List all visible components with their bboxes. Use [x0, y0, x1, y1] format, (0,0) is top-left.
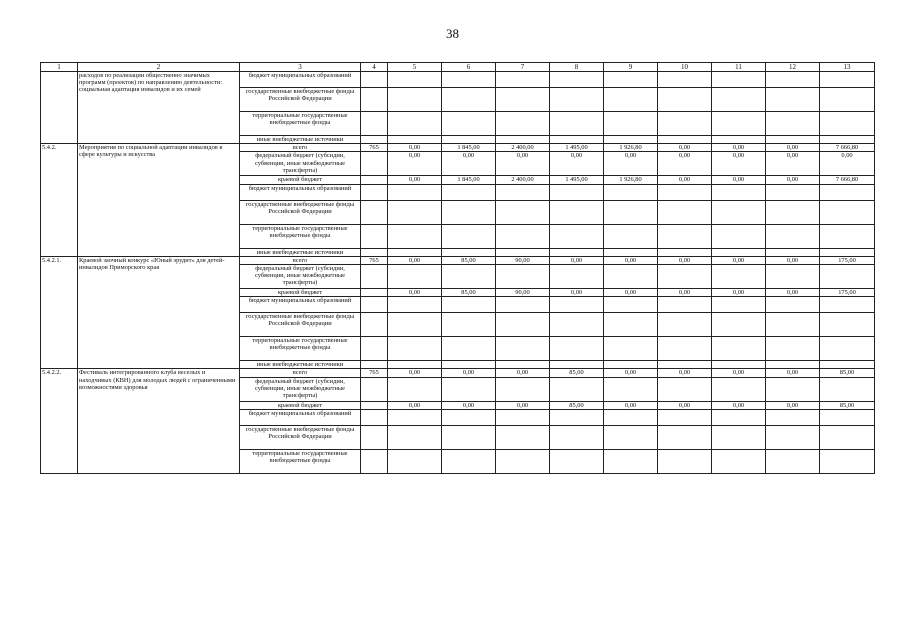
code-cell: 765 [361, 144, 388, 152]
value-cell: 0,00 [766, 401, 820, 409]
column-header-4: 4 [361, 63, 388, 72]
value-cell: 0,00 [496, 369, 550, 377]
value-cell [712, 297, 766, 313]
value-cell [712, 409, 766, 425]
value-cell: 2 400,00 [496, 144, 550, 152]
column-header-10: 10 [658, 63, 712, 72]
value-cell: 85,00 [442, 289, 496, 297]
value-cell [658, 313, 712, 337]
value-cell: 0,00 [766, 256, 820, 264]
value-cell [658, 248, 712, 256]
code-cell [361, 297, 388, 313]
value-cell [658, 409, 712, 425]
value-cell: 0,00 [388, 401, 442, 409]
value-cell: 0,00 [712, 256, 766, 264]
value-cell: 90,00 [496, 256, 550, 264]
code-cell [361, 184, 388, 200]
code-cell [361, 248, 388, 256]
code-cell [361, 289, 388, 297]
value-cell: 0,00 [766, 152, 820, 176]
funding-source: государственные внебюджетные фонды Российской Федерации [240, 425, 361, 449]
value-cell [766, 297, 820, 313]
value-cell [388, 377, 442, 401]
value-cell [712, 449, 766, 473]
value-cell [820, 248, 875, 256]
value-cell [496, 377, 550, 401]
column-header-2: 2 [78, 63, 240, 72]
value-cell [388, 409, 442, 425]
value-cell [766, 425, 820, 449]
value-cell: 0,00 [442, 401, 496, 409]
value-cell [442, 425, 496, 449]
value-cell: 0,00 [388, 256, 442, 264]
value-cell: 85,00 [442, 256, 496, 264]
value-cell [604, 313, 658, 337]
value-cell [388, 88, 442, 112]
value-cell [766, 449, 820, 473]
value-cell [550, 200, 604, 224]
value-cell: 0,00 [388, 144, 442, 152]
value-cell [820, 361, 875, 369]
row-code: 5.4.2.2. [41, 369, 78, 473]
value-cell [766, 377, 820, 401]
value-cell [712, 184, 766, 200]
value-cell: 0,00 [658, 152, 712, 176]
funding-source: бюджет муниципальных образований [240, 409, 361, 425]
value-cell [820, 200, 875, 224]
column-header-1: 1 [41, 63, 78, 72]
value-cell [766, 200, 820, 224]
value-cell [604, 72, 658, 88]
value-cell [820, 136, 875, 144]
value-cell [658, 224, 712, 248]
funding-source: иные внебюджетные источники [240, 136, 361, 144]
column-header-7: 7 [496, 63, 550, 72]
funding-source: иные внебюджетные источники [240, 361, 361, 369]
column-header-5: 5 [388, 63, 442, 72]
value-cell [388, 184, 442, 200]
value-cell [766, 184, 820, 200]
table-row [41, 256, 875, 264]
funding-source: всего [240, 369, 361, 377]
funding-source: иные внебюджетные источники [240, 248, 361, 256]
code-cell [361, 265, 388, 289]
value-cell [712, 265, 766, 289]
code-cell [361, 401, 388, 409]
value-cell [604, 88, 658, 112]
value-cell: 0,00 [766, 289, 820, 297]
value-cell [550, 425, 604, 449]
value-cell [550, 248, 604, 256]
value-cell [550, 337, 604, 361]
column-header-11: 11 [712, 63, 766, 72]
funding-source: территориальные государственные внебюджетные фонды [240, 337, 361, 361]
value-cell [442, 200, 496, 224]
activity-name: расходов по реализации общественно значимых программ (проектов) по направлению деятельности: социальная адаптация инвалидов и их семей [78, 72, 240, 144]
row-code [41, 72, 78, 144]
value-cell [496, 297, 550, 313]
value-cell [658, 72, 712, 88]
code-cell [361, 112, 388, 136]
value-cell [820, 297, 875, 313]
value-cell: 1 845,00 [442, 144, 496, 152]
value-cell [820, 184, 875, 200]
value-cell: 0,00 [550, 152, 604, 176]
value-cell [388, 136, 442, 144]
header-row [41, 63, 875, 72]
value-cell [550, 297, 604, 313]
value-cell [604, 200, 658, 224]
value-cell [496, 224, 550, 248]
value-cell [550, 224, 604, 248]
value-cell: 0,00 [658, 369, 712, 377]
column-header-3: 3 [240, 63, 361, 72]
value-cell: 90,00 [496, 289, 550, 297]
value-cell [820, 313, 875, 337]
value-cell [550, 449, 604, 473]
funding-source: территориальные государственные внебюджетные фонды [240, 224, 361, 248]
funding-source: федеральный бюджет (субсидии, субвенции, иные межбюджетные трансферты) [240, 265, 361, 289]
activity-name: Фестиваль интегрированного клуба веселых и находчивых (КВН) для молодых людей с ограниченными возможностями здоровья [78, 369, 240, 473]
value-cell [388, 224, 442, 248]
value-cell [604, 224, 658, 248]
column-header-13: 13 [820, 63, 875, 72]
value-cell [550, 361, 604, 369]
value-cell [442, 337, 496, 361]
value-cell [442, 88, 496, 112]
value-cell [820, 425, 875, 449]
funding-source: федеральный бюджет (субсидии, субвенции, иные межбюджетные трансферты) [240, 377, 361, 401]
value-cell: 1 926,80 [604, 144, 658, 152]
value-cell [442, 72, 496, 88]
code-cell [361, 224, 388, 248]
value-cell [712, 337, 766, 361]
funding-source: государственные внебюджетные фонды Российской Федерации [240, 313, 361, 337]
value-cell [820, 112, 875, 136]
value-cell: 0,00 [658, 176, 712, 184]
value-cell: 0,00 [712, 369, 766, 377]
value-cell [496, 112, 550, 136]
funding-source: всего [240, 256, 361, 264]
value-cell [820, 265, 875, 289]
value-cell [658, 265, 712, 289]
value-cell [550, 136, 604, 144]
value-cell: 0,00 [820, 152, 875, 176]
code-cell [361, 72, 388, 88]
value-cell [442, 136, 496, 144]
funding-source: всего [240, 144, 361, 152]
value-cell [496, 88, 550, 112]
value-cell [496, 72, 550, 88]
value-cell [820, 224, 875, 248]
value-cell [442, 265, 496, 289]
value-cell [496, 248, 550, 256]
value-cell [820, 449, 875, 473]
value-cell [820, 88, 875, 112]
activity-name: Мероприятия по социальной адаптации инвалидов в сфере культуры и искусства [78, 144, 240, 257]
value-cell: 2 400,00 [496, 176, 550, 184]
code-cell [361, 176, 388, 184]
funding-source: федеральный бюджет (субсидии, субвенции, иные межбюджетные трансферты) [240, 152, 361, 176]
value-cell [604, 184, 658, 200]
value-cell: 0,00 [604, 289, 658, 297]
code-cell [361, 200, 388, 224]
value-cell [766, 265, 820, 289]
value-cell [604, 265, 658, 289]
value-cell [658, 184, 712, 200]
funding-source: территориальные государственные внебюджетные фонды [240, 112, 361, 136]
value-cell [442, 112, 496, 136]
value-cell [604, 361, 658, 369]
value-cell [442, 409, 496, 425]
value-cell [604, 297, 658, 313]
value-cell: 0,00 [712, 144, 766, 152]
page-number: 38 [446, 26, 459, 41]
value-cell [658, 361, 712, 369]
value-cell [658, 136, 712, 144]
value-cell: 85,00 [820, 369, 875, 377]
code-cell [361, 313, 388, 337]
table-row [41, 72, 875, 88]
value-cell: 0,00 [388, 369, 442, 377]
code-cell [361, 425, 388, 449]
value-cell [550, 88, 604, 112]
value-cell: 175,00 [820, 289, 875, 297]
value-cell: 0,00 [496, 152, 550, 176]
value-cell [604, 112, 658, 136]
value-cell: 0,00 [550, 289, 604, 297]
value-cell: 0,00 [388, 152, 442, 176]
value-cell [766, 337, 820, 361]
value-cell [550, 265, 604, 289]
value-cell [388, 72, 442, 88]
value-cell [766, 409, 820, 425]
value-cell: 85,00 [820, 401, 875, 409]
value-cell: 7 666,80 [820, 144, 875, 152]
value-cell [658, 449, 712, 473]
value-cell [712, 361, 766, 369]
value-cell [658, 200, 712, 224]
value-cell: 0,00 [712, 401, 766, 409]
value-cell [604, 449, 658, 473]
value-cell [388, 449, 442, 473]
funding-source: государственные внебюджетные фонды Российской Федерации [240, 200, 361, 224]
value-cell [766, 248, 820, 256]
value-cell [604, 425, 658, 449]
table-row [41, 369, 875, 377]
value-cell: 0,00 [604, 256, 658, 264]
value-cell [658, 112, 712, 136]
budget-table [40, 62, 875, 474]
column-header-9: 9 [604, 63, 658, 72]
value-cell: 0,00 [658, 256, 712, 264]
value-cell [766, 136, 820, 144]
value-cell: 85,00 [550, 369, 604, 377]
value-cell [442, 224, 496, 248]
value-cell [388, 361, 442, 369]
value-cell [496, 136, 550, 144]
value-cell [550, 409, 604, 425]
value-cell [766, 224, 820, 248]
value-cell [388, 297, 442, 313]
value-cell [658, 337, 712, 361]
value-cell [712, 224, 766, 248]
value-cell [388, 265, 442, 289]
value-cell: 175,00 [820, 256, 875, 264]
value-cell [496, 265, 550, 289]
value-cell [550, 377, 604, 401]
value-cell: 0,00 [442, 152, 496, 176]
value-cell [442, 248, 496, 256]
value-cell [442, 184, 496, 200]
value-cell [712, 88, 766, 112]
value-cell [442, 449, 496, 473]
value-cell [820, 72, 875, 88]
value-cell [604, 248, 658, 256]
value-cell [712, 313, 766, 337]
code-cell [361, 409, 388, 425]
value-cell: 7 666,80 [820, 176, 875, 184]
funding-source: бюджет муниципальных образований [240, 297, 361, 313]
value-cell [604, 136, 658, 144]
value-cell [712, 112, 766, 136]
value-cell [496, 409, 550, 425]
value-cell [388, 248, 442, 256]
value-cell [604, 409, 658, 425]
funding-source: бюджет муниципальных образований [240, 72, 361, 88]
value-cell [712, 136, 766, 144]
code-cell [361, 449, 388, 473]
code-cell [361, 152, 388, 176]
value-cell [442, 313, 496, 337]
value-cell [820, 409, 875, 425]
value-cell [766, 72, 820, 88]
value-cell: 0,00 [766, 369, 820, 377]
value-cell: 85,00 [550, 401, 604, 409]
value-cell: 0,00 [604, 152, 658, 176]
funding-source: краевой бюджет [240, 289, 361, 297]
funding-source: бюджет муниципальных образований [240, 184, 361, 200]
value-cell: 0,00 [604, 369, 658, 377]
value-cell: 0,00 [658, 401, 712, 409]
value-cell: 0,00 [712, 152, 766, 176]
value-cell [712, 248, 766, 256]
column-header-12: 12 [766, 63, 820, 72]
activity-name: Краевой заочный конкурс «Юный эрудит» для детей-инвалидов Приморского края [78, 256, 240, 369]
value-cell [496, 313, 550, 337]
value-cell: 0,00 [442, 369, 496, 377]
code-cell [361, 88, 388, 112]
value-cell: 0,00 [388, 176, 442, 184]
value-cell: 0,00 [496, 401, 550, 409]
value-cell [712, 377, 766, 401]
value-cell: 0,00 [766, 144, 820, 152]
value-cell [550, 184, 604, 200]
value-cell [820, 377, 875, 401]
value-cell [442, 361, 496, 369]
value-cell [388, 200, 442, 224]
value-cell [388, 337, 442, 361]
code-cell: 765 [361, 256, 388, 264]
value-cell [712, 72, 766, 88]
value-cell [550, 313, 604, 337]
value-cell [820, 337, 875, 361]
value-cell: 0,00 [550, 256, 604, 264]
value-cell [658, 297, 712, 313]
value-cell: 0,00 [658, 289, 712, 297]
column-header-8: 8 [550, 63, 604, 72]
value-cell [658, 88, 712, 112]
code-cell [361, 361, 388, 369]
value-cell [766, 313, 820, 337]
value-cell: 0,00 [658, 144, 712, 152]
value-cell: 0,00 [712, 176, 766, 184]
value-cell: 0,00 [766, 176, 820, 184]
funding-source: территориальные государственные внебюджетные фонды [240, 449, 361, 473]
value-cell [388, 112, 442, 136]
value-cell [388, 313, 442, 337]
table-row [41, 144, 875, 152]
value-cell: 1 845,00 [442, 176, 496, 184]
value-cell [442, 377, 496, 401]
value-cell [766, 361, 820, 369]
value-cell: 0,00 [604, 401, 658, 409]
value-cell: 0,00 [712, 289, 766, 297]
code-cell: 765 [361, 369, 388, 377]
value-cell [442, 297, 496, 313]
value-cell [496, 184, 550, 200]
code-cell [361, 377, 388, 401]
column-header-6: 6 [442, 63, 496, 72]
value-cell [496, 200, 550, 224]
value-cell [496, 337, 550, 361]
value-cell: 1 926,80 [604, 176, 658, 184]
value-cell: 1 495,00 [550, 144, 604, 152]
code-cell [361, 136, 388, 144]
value-cell [604, 377, 658, 401]
value-cell [766, 88, 820, 112]
value-cell [766, 112, 820, 136]
value-cell: 0,00 [388, 289, 442, 297]
value-cell [712, 200, 766, 224]
funding-source: краевой бюджет [240, 401, 361, 409]
value-cell [496, 425, 550, 449]
value-cell [550, 112, 604, 136]
row-code: 5.4.2. [41, 144, 78, 257]
value-cell [658, 377, 712, 401]
funding-source: государственные внебюджетные фонды Российской Федерации [240, 88, 361, 112]
value-cell [658, 425, 712, 449]
funding-source: краевой бюджет [240, 176, 361, 184]
value-cell [550, 72, 604, 88]
value-cell: 1 495,00 [550, 176, 604, 184]
value-cell [388, 425, 442, 449]
value-cell [712, 425, 766, 449]
value-cell [604, 337, 658, 361]
code-cell [361, 337, 388, 361]
value-cell [496, 449, 550, 473]
value-cell [496, 361, 550, 369]
row-code: 5.4.2.1. [41, 256, 78, 369]
